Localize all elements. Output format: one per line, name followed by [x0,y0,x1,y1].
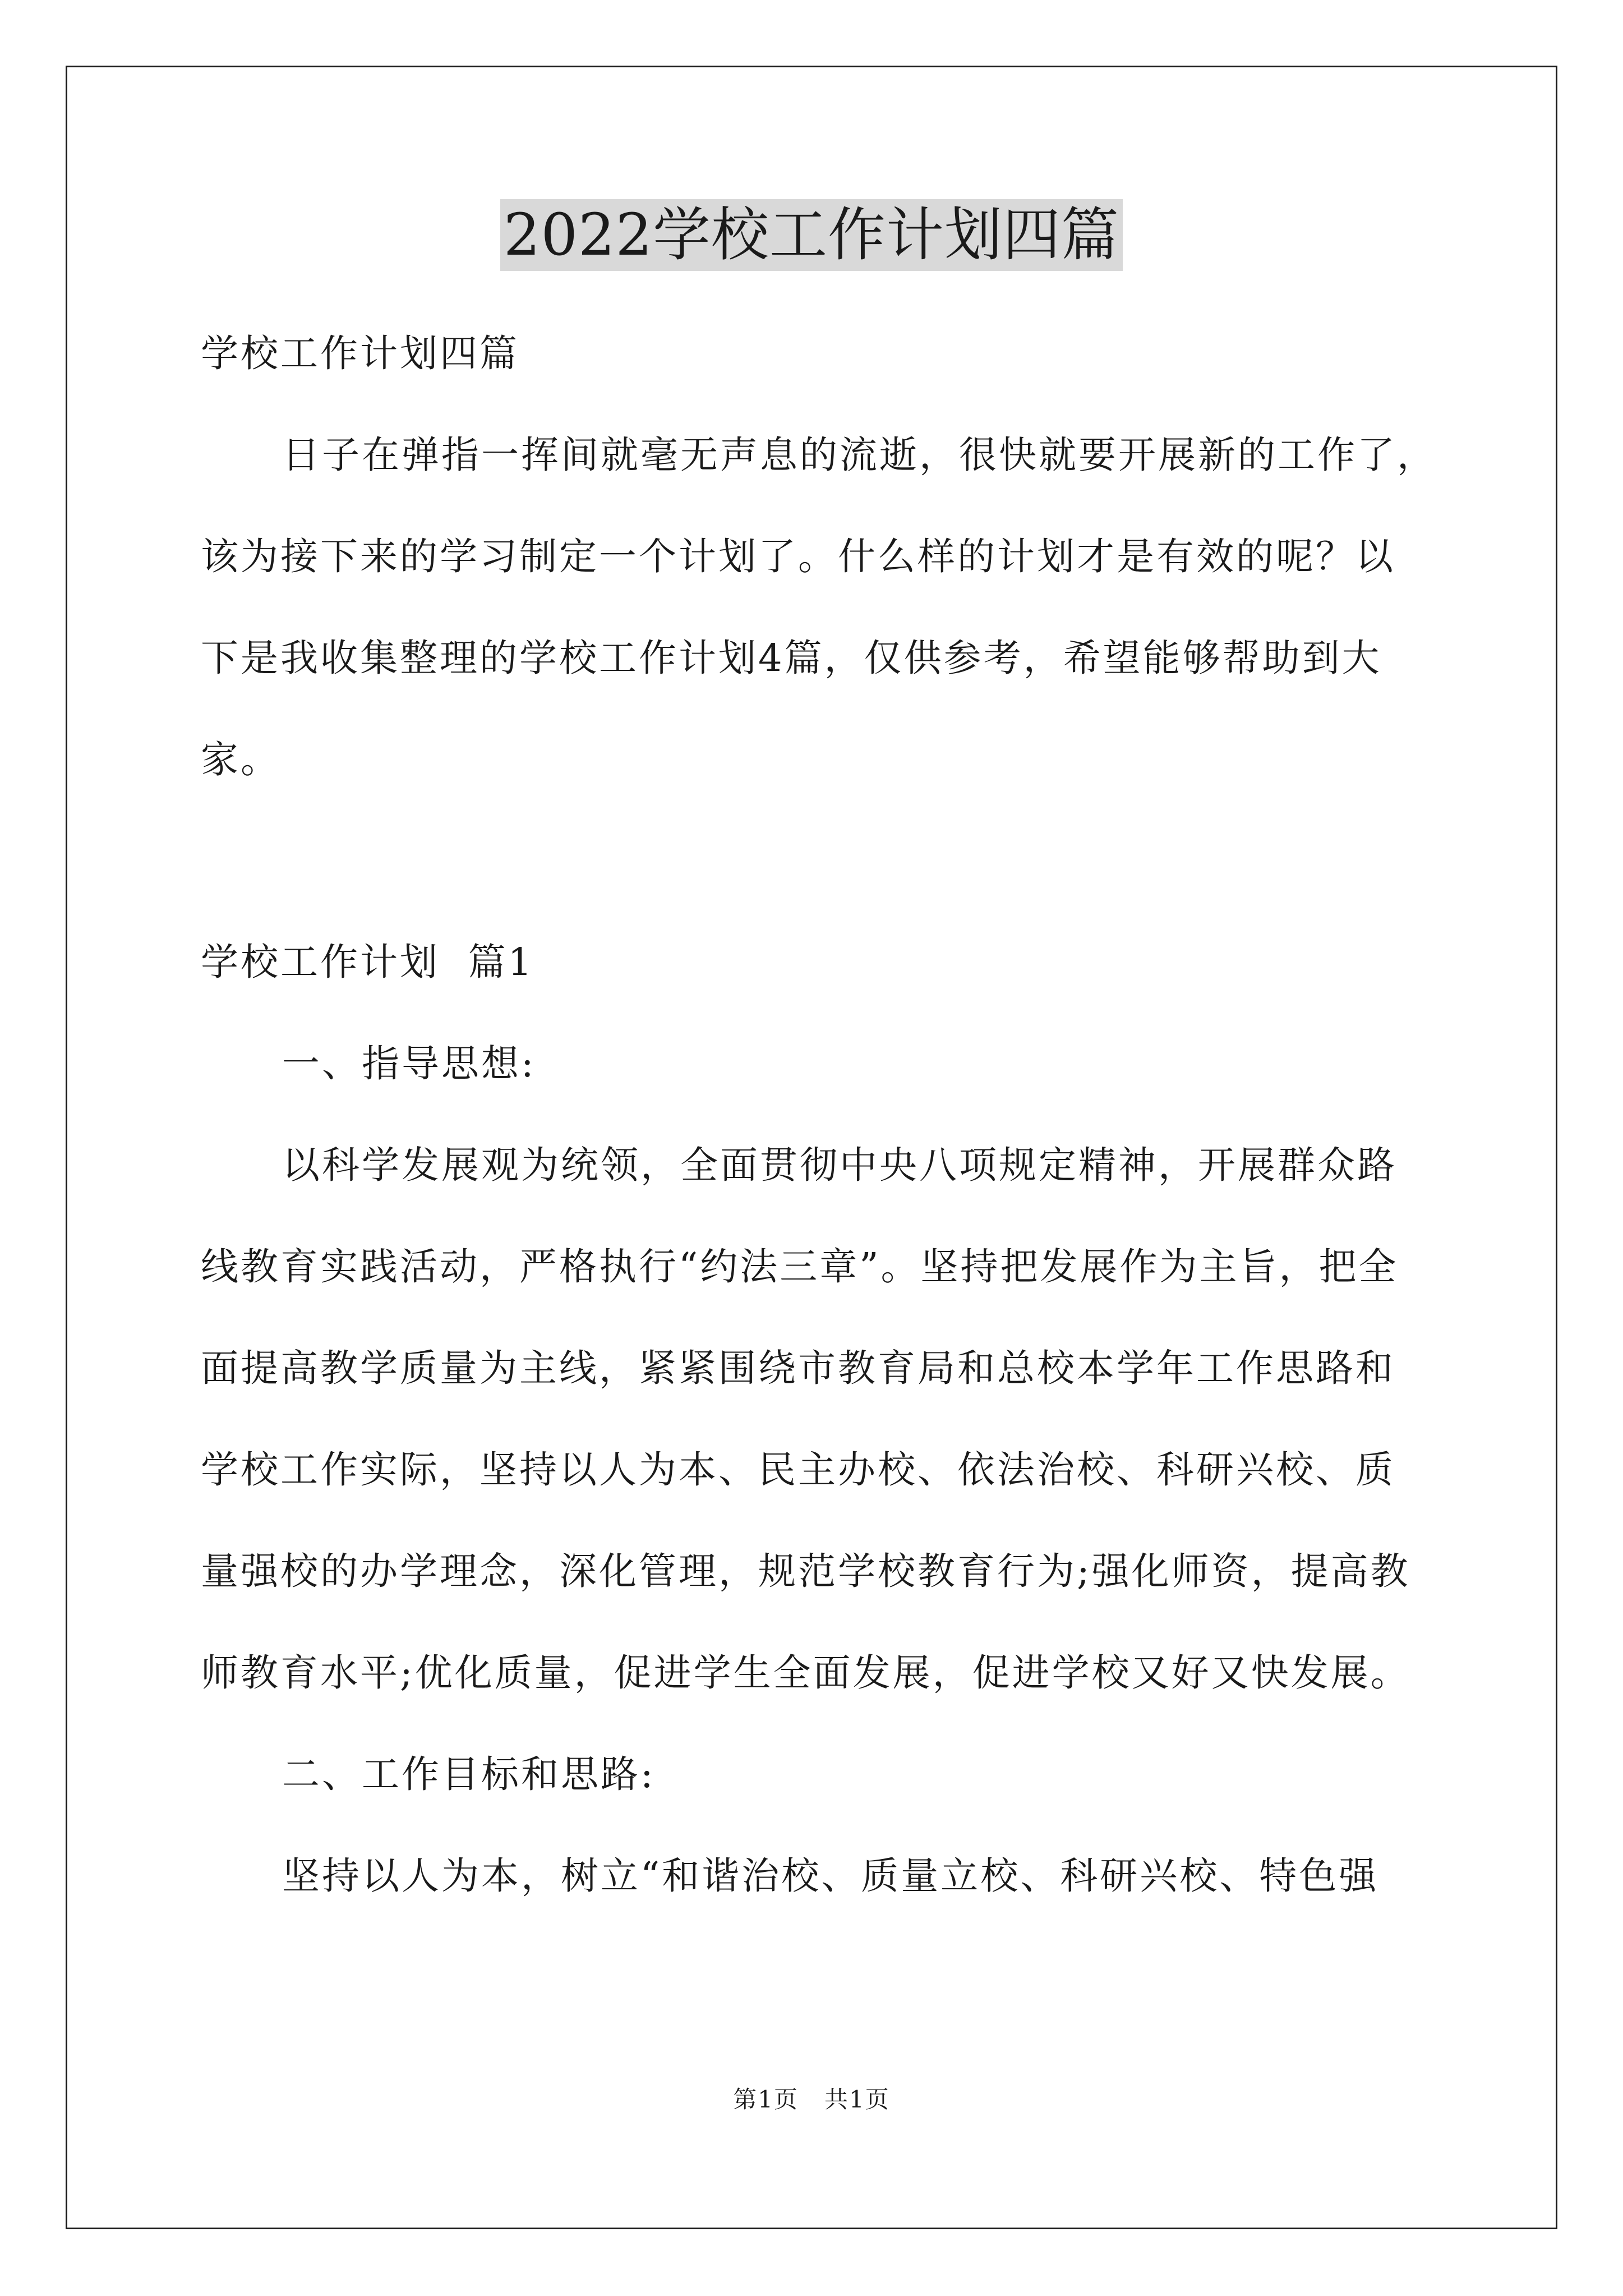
document-title: 2022学校工作计划四篇 [500,199,1123,271]
part1-heading: 一、指导思想: [282,1042,536,1085]
part1-line: 面提高教学质量为主线，紧紧围绕市教育局和总校本学年工作思路和 [201,1346,1395,1390]
section-heading: 学校工作计划 篇1 [201,940,534,984]
intro-line: 下是我收集整理的学校工作计划4篇，仅供参考，希望能够帮助到大 [201,636,1382,680]
page-number-footer: 第1页 共1页 [733,2086,890,2113]
part2-heading: 二、工作目标和思路: [282,1752,656,1796]
part1-line: 量强校的办学理念，深化管理，规范学校教育行为;强化师资，提高教 [201,1549,1410,1593]
document-body [201,303,1437,1927]
part1-line: 以科学发展观为统领，全面贯彻中央八项规定精神，开展群众路 [282,1143,1397,1187]
intro-line: 日子在弹指一挥间就毫无声息的流逝，很快就要开展新的工作了， [282,433,1437,477]
part1-line: 学校工作实际，坚持以人为本、民主办校、依法治校、科研兴校、质 [201,1448,1395,1492]
title-block [0,199,1623,271]
intro-line: 该为接下来的学习制定一个计划了。什么样的计划才是有效的呢？以 [201,535,1395,578]
intro-line: 家。 [201,738,280,781]
part1-line: 线教育实践活动，严格执行“约法三章”。坚持把发展作为主旨，把全 [201,1245,1399,1289]
part1-line: 师教育水平;优化质量，促进学生全面发展，促进学校又好又快发展。 [201,1651,1410,1695]
part2-line: 坚持以人为本，树立“和谐治校、质量立校、科研兴校、特色强 [282,1854,1379,1898]
document-subtitle: 学校工作计划四篇 [201,332,519,375]
